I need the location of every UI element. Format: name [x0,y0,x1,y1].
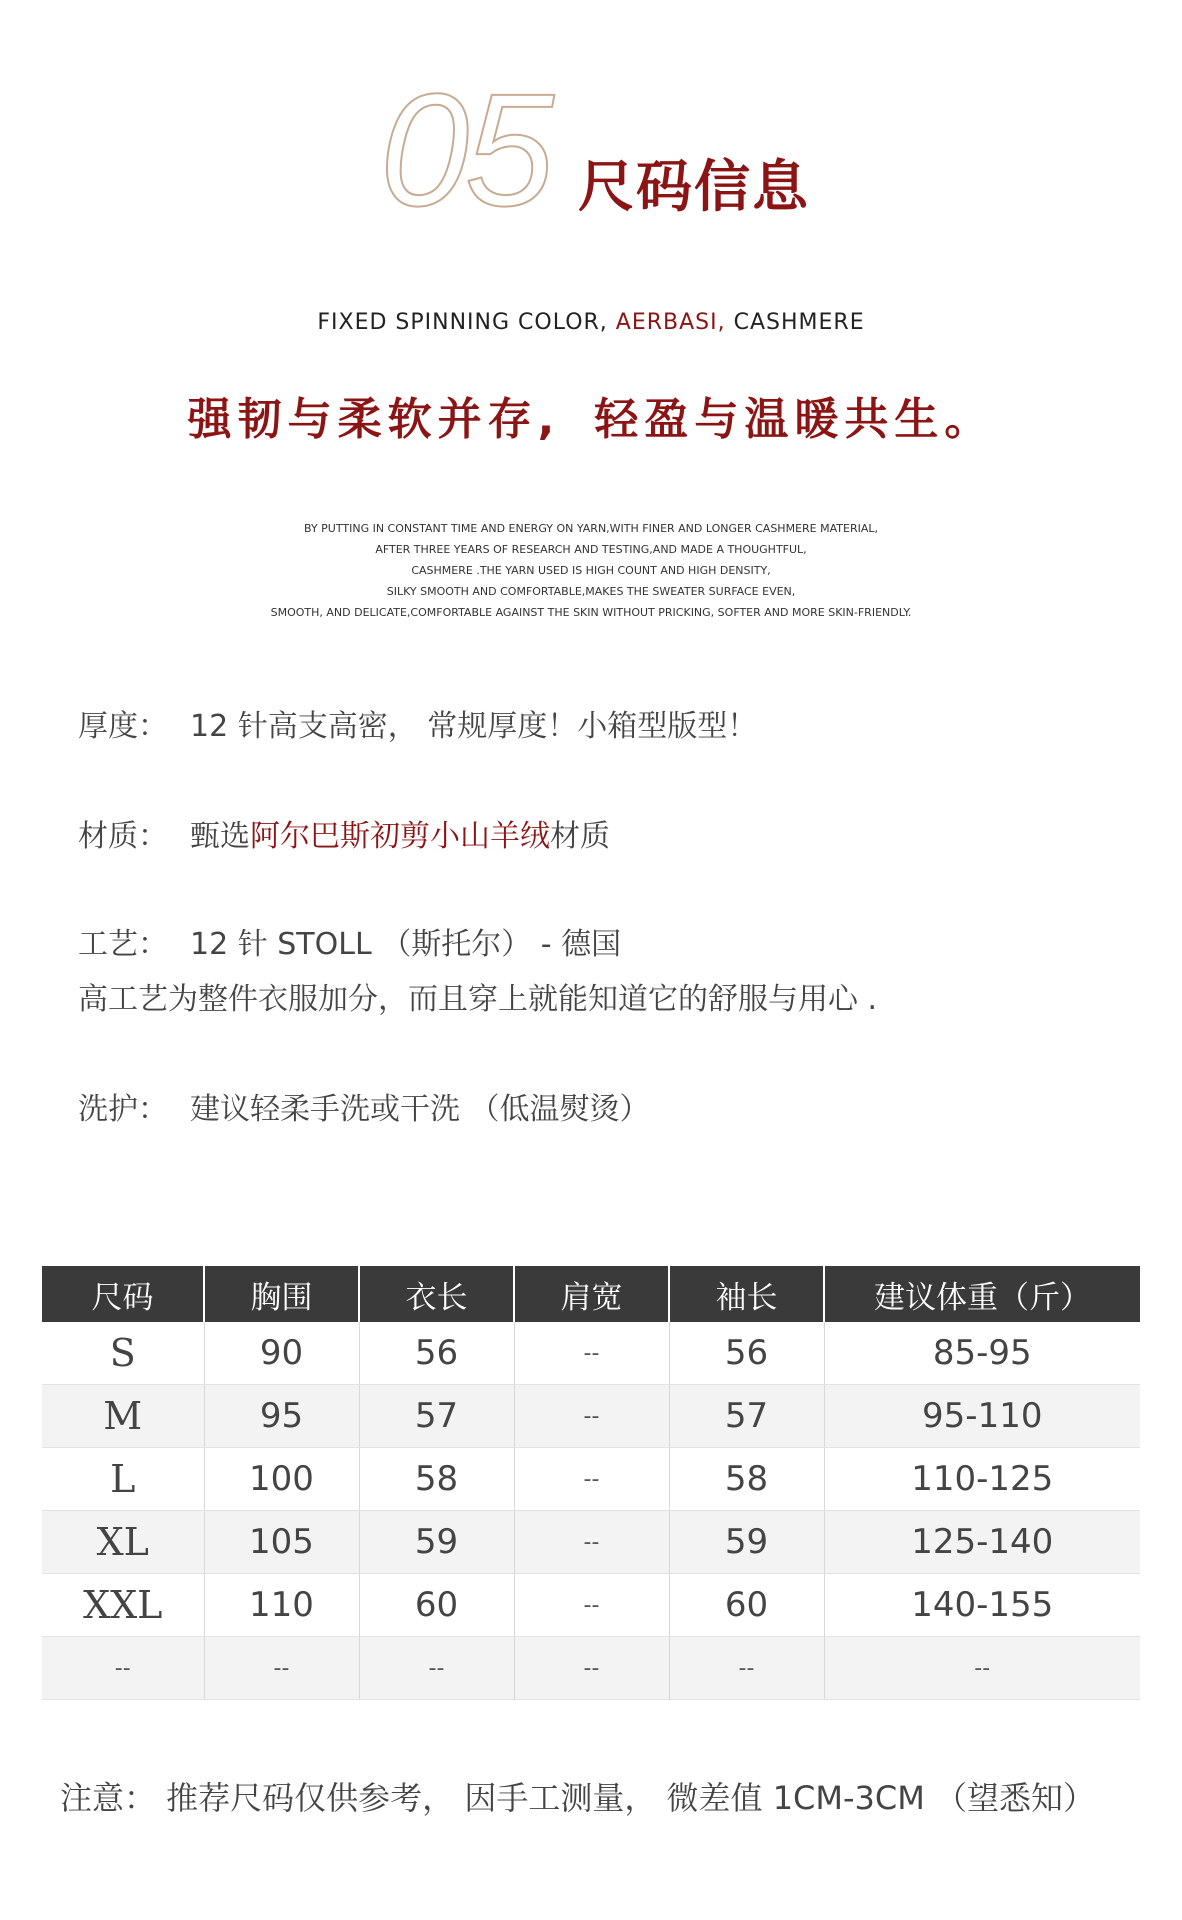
table-row [42,1574,1140,1637]
cell-sleeve: 60 [669,1574,824,1637]
header-chest: 胸围 [204,1266,359,1322]
cell-length: 56 [359,1322,514,1385]
material-pre: 甄选 [190,819,250,854]
info-craft [78,927,622,962]
thickness-value: 12 针高支高密， 常规厚度！小箱型版型！ [190,709,758,744]
header-size: 尺码 [42,1266,204,1322]
care-label: 洗护： [78,1092,168,1127]
header-sleeve: 袖长 [669,1266,824,1322]
description-line: AFTER THREE YEARS OF RESEARCH AND TESTING,AND MADE A THOUGHTFUL, [375,543,807,556]
cell-size: -- [42,1637,204,1700]
info-material [78,819,610,854]
cell-shoulder: -- [514,1574,669,1637]
cell-length: 58 [359,1448,514,1511]
subtitle-pre: FIXED SPINNING COLOR, [317,310,608,335]
cell-shoulder: -- [514,1322,669,1385]
material-label: 材质： [78,819,168,854]
cell-weight: 95-110 [824,1385,1140,1448]
description-line: SILKY SMOOTH AND COMFORTABLE,MAKES THE SWEATER SURFACE EVEN, [386,585,796,598]
table-row [42,1511,1140,1574]
size-note: 注意： 推荐尺码仅供参考， 因手工测量， 微差值 1CM-3CM （望悉知） [60,1779,1096,1817]
cell-length: 57 [359,1385,514,1448]
info-craft-desc: 高工艺为整件衣服加分，而且穿上就能知道它的舒服与用心 . [78,982,878,1017]
cell-chest: 95 [204,1385,359,1448]
craft-label: 工艺： [78,927,168,962]
cell-chest: 105 [204,1511,359,1574]
material-post: 材质 [550,819,610,854]
table-row [42,1637,1140,1700]
cell-sleeve: 58 [669,1448,824,1511]
cell-chest: 110 [204,1574,359,1637]
cell-weight: 85-95 [824,1322,1140,1385]
cell-weight: 140-155 [824,1574,1140,1637]
cell-size: L [42,1448,204,1511]
care-value: 建议轻柔手洗或干洗 （低温熨烫） [190,1092,650,1127]
table-row [42,1448,1140,1511]
header-weight: 建议体重（斤） [824,1266,1140,1322]
cell-shoulder: -- [514,1448,669,1511]
craft-value: 12 针 STOLL （斯托尔） - 德国 [190,927,622,962]
section-title: 尺码信息 [578,155,810,220]
header-shoulder: 肩宽 [514,1266,669,1322]
slogan-part-2: 轻盈与温暖共生。 [594,394,995,445]
cell-size: XXL [42,1574,204,1637]
description-line: BY PUTTING IN CONSTANT TIME AND ENERGY ON YARN,WITH FINER AND LONGER CASHMERE MATERIAL, [304,522,878,535]
subtitle-post: CASHMERE [733,310,865,335]
section-number: 05 [380,60,550,239]
cell-chest: 100 [204,1448,359,1511]
table-header-row [42,1266,1140,1322]
slogan-part-1: 强韧与柔软并存, [187,394,561,445]
cell-length: 60 [359,1574,514,1637]
material-highlight: 阿尔巴斯初剪小山羊绒 [250,819,550,854]
cell-weight: -- [824,1637,1140,1700]
table-row [42,1385,1140,1448]
cell-shoulder: -- [514,1511,669,1574]
cell-size: M [42,1385,204,1448]
cell-shoulder: -- [514,1385,669,1448]
cell-weight: 110-125 [824,1448,1140,1511]
thickness-label: 厚度： [78,709,168,744]
cell-sleeve: 56 [669,1322,824,1385]
cell-sleeve: -- [669,1637,824,1700]
cell-shoulder: -- [514,1637,669,1700]
info-thickness [78,709,758,744]
header-length: 衣长 [359,1266,514,1322]
info-care [78,1092,650,1127]
subtitle-accent: AERBASI, [615,310,726,335]
table-row [42,1322,1140,1385]
cell-size: S [42,1322,204,1385]
cell-weight: 125-140 [824,1511,1140,1574]
cell-sleeve: 59 [669,1511,824,1574]
description-line: CASHMERE .THE YARN USED IS HIGH COUNT AND HIGH DENSITY, [411,564,771,577]
size-table [42,1266,1140,1700]
english-description [0,518,1182,623]
description-line: SMOOTH, AND DELICATE,COMFORTABLE AGAINST THE SKIN WITHOUT PRICKING, SOFTER AND MORE SKIN-FRIENDLY. [270,606,912,619]
cell-chest: -- [204,1637,359,1700]
cell-length: -- [359,1637,514,1700]
cell-length: 59 [359,1511,514,1574]
cell-chest: 90 [204,1322,359,1385]
slogan [0,394,1182,445]
subtitle-english [0,312,1182,334]
cell-sleeve: 57 [669,1385,824,1448]
cell-size: XL [42,1511,204,1574]
